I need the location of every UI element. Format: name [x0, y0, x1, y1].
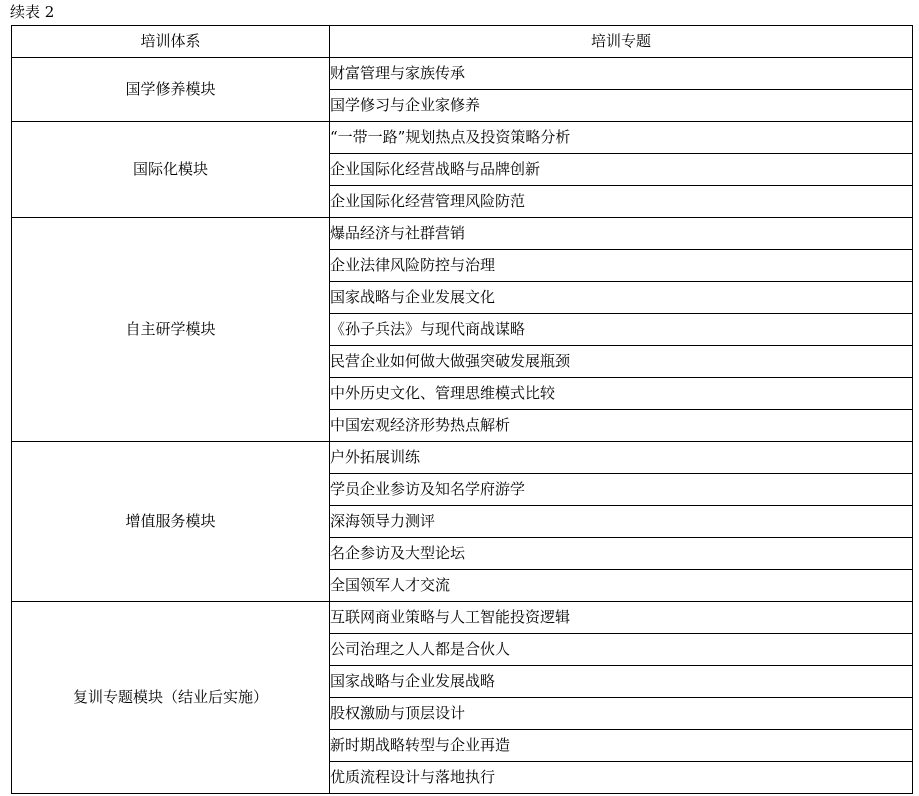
table-caption: 续表 2 — [10, 3, 55, 21]
table-row — [12, 122, 913, 154]
table-row — [12, 442, 913, 474]
topic-cell: 企业国际化经营管理风险防范 — [330, 186, 913, 218]
topic-cell: 爆品经济与社群营销 — [330, 218, 913, 250]
training-table — [11, 25, 913, 794]
topic-cell: 中外历史文化、管理思维模式比较 — [330, 378, 913, 410]
module-name-cell: 国际化模块 — [12, 122, 330, 218]
topic-cell: “一带一路”规划热点及投资策略分析 — [330, 122, 913, 154]
topic-cell: 互联网商业策略与人工智能投资逻辑 — [330, 602, 913, 634]
topic-cell: 国学修习与企业家修养 — [330, 90, 913, 122]
topic-cell: 企业法律风险防控与治理 — [330, 250, 913, 282]
topic-cell: 公司治理之人人都是合伙人 — [330, 634, 913, 666]
header-training-topic: 培训专题 — [330, 26, 913, 58]
topic-cell: 新时期战略转型与企业再造 — [330, 730, 913, 762]
table-row — [12, 602, 913, 634]
topic-cell: 民营企业如何做大做强突破发展瓶颈 — [330, 346, 913, 378]
module-name-cell: 国学修养模块 — [12, 58, 330, 122]
topic-cell: 股权激励与顶层设计 — [330, 698, 913, 730]
module-name-cell: 复训专题模块（结业后实施） — [12, 602, 330, 794]
topic-cell: 全国领军人才交流 — [330, 570, 913, 602]
module-name-cell: 自主研学模块 — [12, 218, 330, 442]
module-name-cell: 增值服务模块 — [12, 442, 330, 602]
topic-cell: 国家战略与企业发展战略 — [330, 666, 913, 698]
topic-cell: 学员企业参访及知名学府游学 — [330, 474, 913, 506]
topic-cell: 优质流程设计与落地执行 — [330, 762, 913, 794]
table-body — [12, 58, 913, 794]
topic-cell: 户外拓展训练 — [330, 442, 913, 474]
table-row — [12, 218, 913, 250]
topic-cell: 企业国际化经营战略与品牌创新 — [330, 154, 913, 186]
topic-cell: 名企参访及大型论坛 — [330, 538, 913, 570]
topic-cell: 财富管理与家族传承 — [330, 58, 913, 90]
topic-cell: 国家战略与企业发展文化 — [330, 282, 913, 314]
header-training-system: 培训体系 — [12, 26, 330, 58]
header-row — [12, 26, 913, 58]
topic-cell: 中国宏观经济形势热点解析 — [330, 410, 913, 442]
topic-cell: 《孙子兵法》与现代商战谋略 — [330, 314, 913, 346]
table-row — [12, 58, 913, 90]
topic-cell: 深海领导力测评 — [330, 506, 913, 538]
